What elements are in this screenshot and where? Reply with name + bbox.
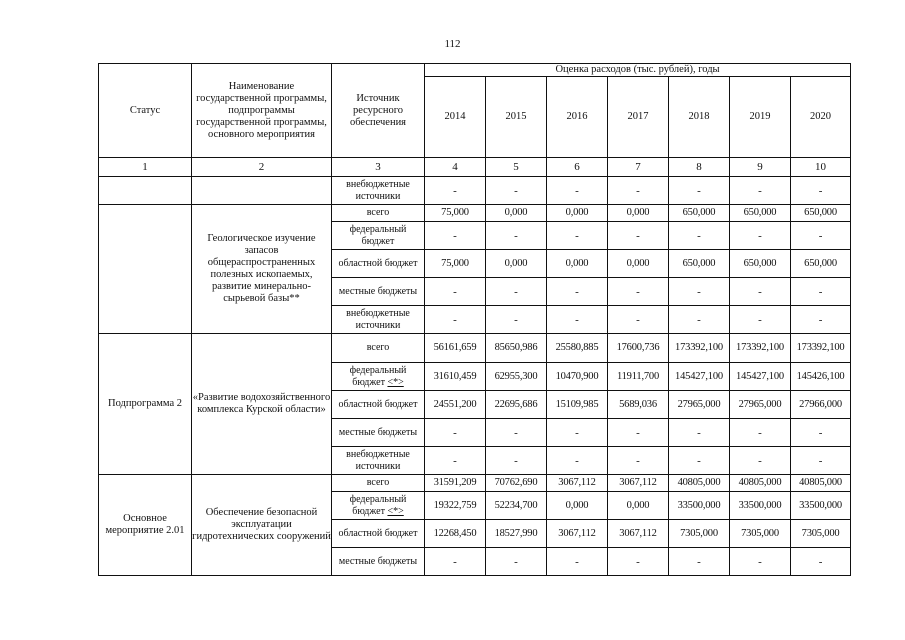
value-cell: - <box>486 447 547 475</box>
source-cell <box>332 391 425 419</box>
source-cell <box>332 250 425 278</box>
source-cell <box>332 548 425 576</box>
table-row <box>99 205 851 222</box>
value-cell: - <box>669 306 730 334</box>
column-number: 7 <box>608 158 669 177</box>
source-label: местные бюджеты <box>338 555 418 567</box>
source-cell <box>332 334 425 363</box>
status-cell <box>99 205 192 334</box>
value-cell: 33500,000 <box>669 492 730 520</box>
source-cell <box>332 177 425 205</box>
value-cell: - <box>486 306 547 334</box>
value-cell: - <box>730 548 791 576</box>
value-cell: - <box>425 222 486 250</box>
value-cell: - <box>486 222 547 250</box>
header-year: 2017 <box>608 77 669 158</box>
table-row <box>99 177 851 205</box>
value-cell: 70762,690 <box>486 475 547 492</box>
value-cell: 650,000 <box>730 205 791 222</box>
source-label: областной бюджет <box>338 257 418 269</box>
value-cell: - <box>669 548 730 576</box>
column-number: 2 <box>192 158 332 177</box>
source-label: федеральный бюджет <box>349 493 407 517</box>
value-cell: - <box>730 419 791 447</box>
header-year: 2020 <box>791 77 851 158</box>
value-cell: 0,000 <box>486 250 547 278</box>
table-row <box>99 475 851 492</box>
value-cell: - <box>608 222 669 250</box>
value-cell: 3067,112 <box>547 520 608 548</box>
value-cell: - <box>547 222 608 250</box>
value-cell: - <box>730 177 791 205</box>
value-cell: - <box>486 278 547 306</box>
value-cell: 0,000 <box>486 205 547 222</box>
value-cell: - <box>608 306 669 334</box>
value-cell: 75,000 <box>425 205 486 222</box>
value-cell: - <box>730 306 791 334</box>
value-cell: 40805,000 <box>669 475 730 492</box>
value-cell: 650,000 <box>791 250 851 278</box>
value-cell: - <box>669 177 730 205</box>
budget-table <box>98 63 851 576</box>
source-label: внебюджетные источники <box>346 448 410 472</box>
value-cell: 27965,000 <box>669 391 730 419</box>
value-cell: - <box>608 548 669 576</box>
program-name-cell: Обеспечение безопасной эксплуатации гидротехнических сооружений <box>192 475 332 576</box>
value-cell: 0,000 <box>547 205 608 222</box>
value-cell: 11911,700 <box>608 363 669 391</box>
value-cell: 173392,100 <box>669 334 730 363</box>
value-cell: 650,000 <box>730 250 791 278</box>
value-cell: 145427,100 <box>730 363 791 391</box>
value-cell: 3067,112 <box>608 475 669 492</box>
value-cell: - <box>425 306 486 334</box>
header-source: Источник ресурсного обеспечения <box>332 64 425 158</box>
column-number: 4 <box>425 158 486 177</box>
status-cell <box>99 177 192 205</box>
page-number: 112 <box>444 38 461 50</box>
source-cell <box>332 363 425 391</box>
value-cell: - <box>669 447 730 475</box>
value-cell: 75,000 <box>425 250 486 278</box>
column-number: 3 <box>332 158 425 177</box>
value-cell: - <box>425 177 486 205</box>
value-cell: 7305,000 <box>730 520 791 548</box>
value-cell: 3067,112 <box>608 520 669 548</box>
value-cell: 40805,000 <box>730 475 791 492</box>
value-cell: - <box>608 419 669 447</box>
value-cell: - <box>791 306 851 334</box>
program-name-cell: «Развитие водохозяйственного комплекса Курской области» <box>192 334 332 475</box>
header-year: 2018 <box>669 77 730 158</box>
value-cell: - <box>791 177 851 205</box>
status-cell: Подпрограмма 2 <box>99 334 192 475</box>
value-cell: 56161,659 <box>425 334 486 363</box>
value-cell: 173392,100 <box>791 334 851 363</box>
value-cell: - <box>669 278 730 306</box>
value-cell: - <box>730 278 791 306</box>
source-cell <box>332 492 425 520</box>
value-cell: - <box>425 447 486 475</box>
value-cell: 0,000 <box>608 250 669 278</box>
column-number: 8 <box>669 158 730 177</box>
value-cell: 173392,100 <box>730 334 791 363</box>
status-cell: Основное мероприятие 2.01 <box>99 475 192 576</box>
value-cell: - <box>547 419 608 447</box>
header-name: Наименование государственной программы, подпрограммы государственной программы, основного мероприятия <box>192 64 332 158</box>
value-cell: - <box>486 548 547 576</box>
source-cell <box>332 447 425 475</box>
value-cell: 19322,759 <box>425 492 486 520</box>
program-name-cell <box>192 177 332 205</box>
source-label: внебюджетные источники <box>346 178 410 202</box>
source-cell <box>332 520 425 548</box>
value-cell: - <box>669 222 730 250</box>
value-cell: - <box>547 278 608 306</box>
value-cell: 650,000 <box>669 250 730 278</box>
value-cell: 27965,000 <box>730 391 791 419</box>
source-label: областной бюджет <box>338 527 418 539</box>
source-cell <box>332 222 425 250</box>
source-label: федеральный бюджет <box>349 364 407 388</box>
source-label: внебюджетные источники <box>346 307 410 331</box>
value-cell: - <box>791 222 851 250</box>
value-cell: - <box>547 177 608 205</box>
source-label: местные бюджеты <box>338 285 418 297</box>
header-estimate: Оценка расходов (тыс. рублей), годы <box>425 64 851 77</box>
value-cell: - <box>486 177 547 205</box>
value-cell: 24551,200 <box>425 391 486 419</box>
column-number: 10 <box>791 158 851 177</box>
header-year: 2019 <box>730 77 791 158</box>
value-cell: - <box>486 419 547 447</box>
value-cell: 31610,459 <box>425 363 486 391</box>
value-cell: 0,000 <box>608 205 669 222</box>
footnote-marker: <*> <box>387 376 404 388</box>
program-name-cell: Геологическое изучение запасов общераспространенных полезных ископаемых, развитие минерально-сырьевой базы** <box>192 205 332 334</box>
table-row <box>99 334 851 363</box>
value-cell: 7305,000 <box>791 520 851 548</box>
value-cell: 31591,209 <box>425 475 486 492</box>
value-cell: 0,000 <box>608 492 669 520</box>
value-cell: 85650,986 <box>486 334 547 363</box>
source-cell <box>332 306 425 334</box>
value-cell: 5689,036 <box>608 391 669 419</box>
value-cell: 27966,000 <box>791 391 851 419</box>
value-cell: 3067,112 <box>547 475 608 492</box>
column-number: 1 <box>99 158 192 177</box>
source-label: областной бюджет <box>338 398 418 410</box>
value-cell: - <box>425 548 486 576</box>
value-cell: - <box>547 306 608 334</box>
value-cell: 52234,700 <box>486 492 547 520</box>
value-cell: 25580,885 <box>547 334 608 363</box>
value-cell: - <box>791 419 851 447</box>
value-cell: 10470,900 <box>547 363 608 391</box>
source-label: федеральный бюджет <box>349 223 407 247</box>
value-cell: - <box>669 419 730 447</box>
header-year: 2014 <box>425 77 486 158</box>
value-cell: 15109,985 <box>547 391 608 419</box>
source-label: всего <box>366 207 390 218</box>
source-label: всего <box>366 477 390 488</box>
value-cell: - <box>547 447 608 475</box>
value-cell: 12268,450 <box>425 520 486 548</box>
source-cell <box>332 278 425 306</box>
value-cell: - <box>608 278 669 306</box>
value-cell: 62955,300 <box>486 363 547 391</box>
value-cell: 33500,000 <box>730 492 791 520</box>
source-label: всего <box>366 342 390 353</box>
value-cell: - <box>608 177 669 205</box>
column-number: 6 <box>547 158 608 177</box>
value-cell: - <box>791 278 851 306</box>
column-number: 9 <box>730 158 791 177</box>
value-cell: 650,000 <box>791 205 851 222</box>
value-cell: 33500,000 <box>791 492 851 520</box>
value-cell: 0,000 <box>547 492 608 520</box>
value-cell: 7305,000 <box>669 520 730 548</box>
value-cell: - <box>730 222 791 250</box>
value-cell: - <box>425 419 486 447</box>
source-cell <box>332 205 425 222</box>
value-cell: - <box>547 548 608 576</box>
footnote-marker: <*> <box>387 505 404 517</box>
value-cell: 145426,100 <box>791 363 851 391</box>
column-number: 5 <box>486 158 547 177</box>
source-cell <box>332 475 425 492</box>
value-cell: 650,000 <box>669 205 730 222</box>
value-cell: 0,000 <box>547 250 608 278</box>
source-cell <box>332 419 425 447</box>
header-status: Статус <box>99 64 192 158</box>
source-label: местные бюджеты <box>338 426 418 438</box>
value-cell: - <box>608 447 669 475</box>
value-cell: - <box>425 278 486 306</box>
header-year: 2016 <box>547 77 608 158</box>
value-cell: 18527,990 <box>486 520 547 548</box>
value-cell: - <box>791 447 851 475</box>
value-cell: - <box>730 447 791 475</box>
header-year: 2015 <box>486 77 547 158</box>
value-cell: - <box>791 548 851 576</box>
value-cell: 22695,686 <box>486 391 547 419</box>
value-cell: 40805,000 <box>791 475 851 492</box>
value-cell: 17600,736 <box>608 334 669 363</box>
value-cell: 145427,100 <box>669 363 730 391</box>
